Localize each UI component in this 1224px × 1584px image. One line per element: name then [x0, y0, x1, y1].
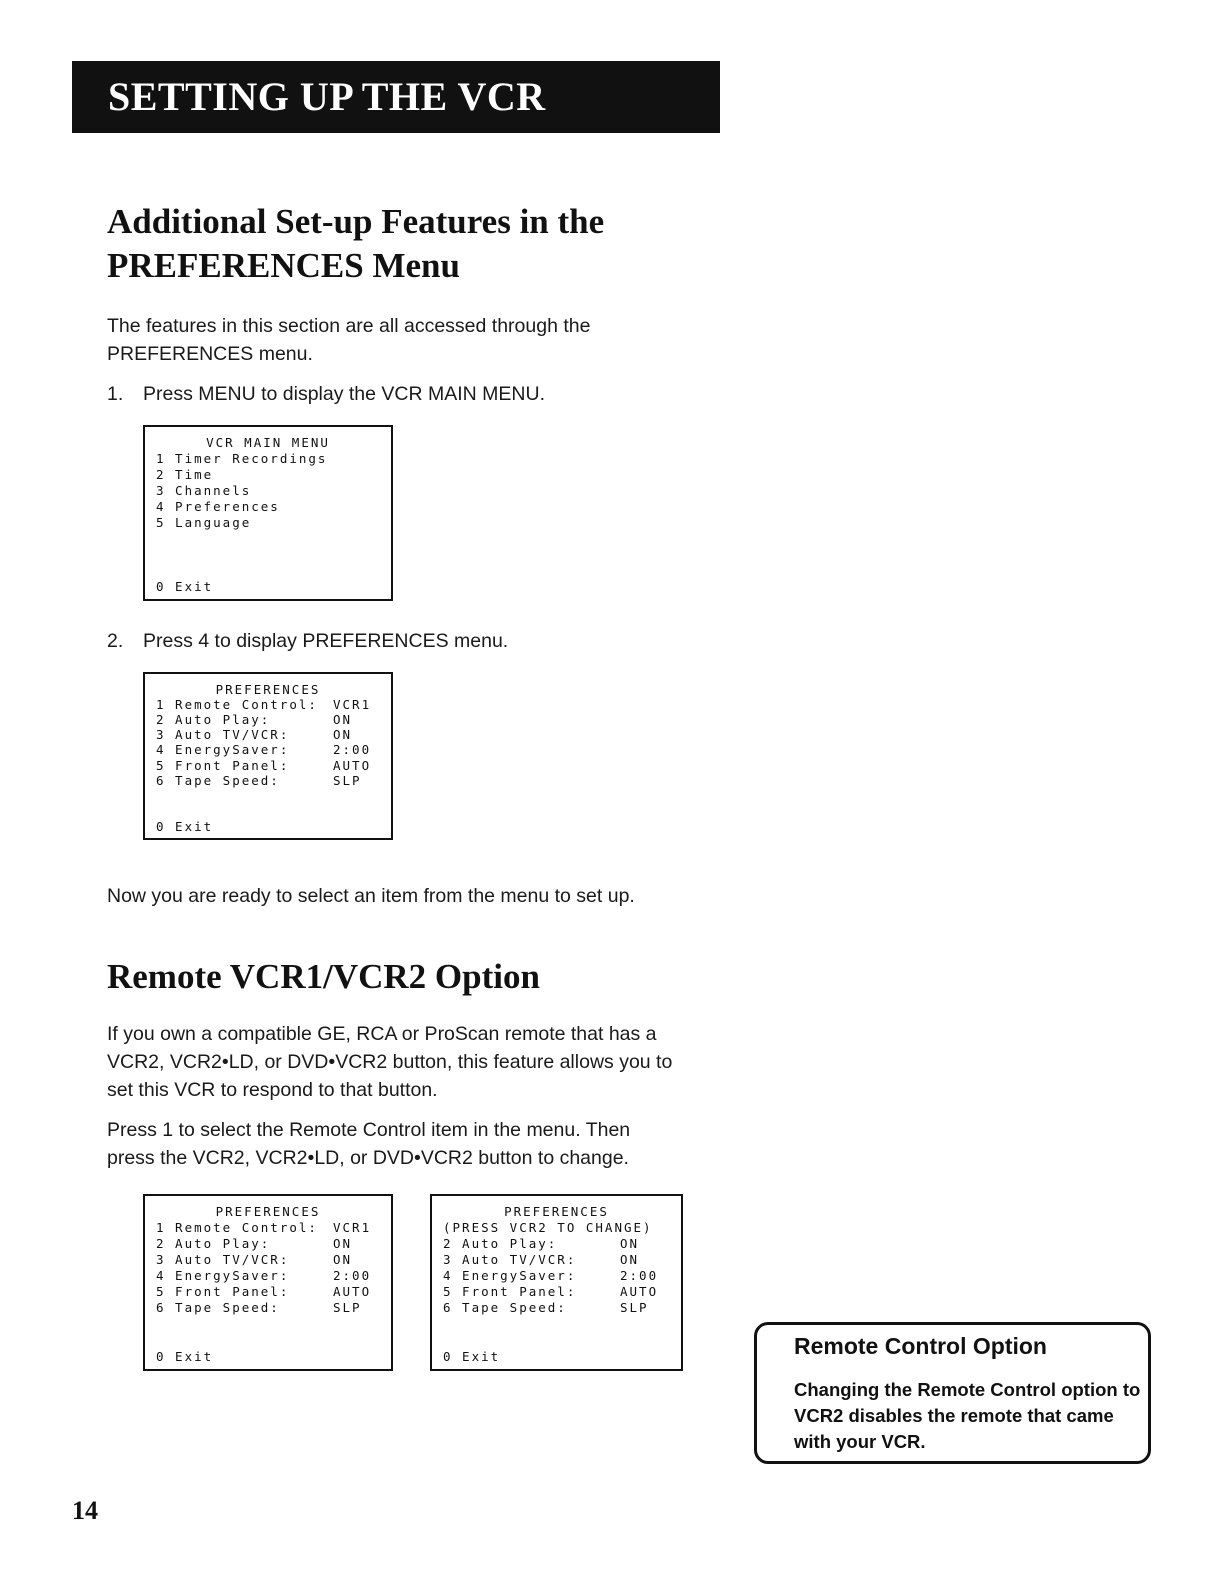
main-menu-exit: 0 Exit [156, 579, 214, 594]
section-header-bar [72, 61, 720, 133]
preferences-title: PREFERENCES [215, 682, 321, 697]
remote-option-paragraph-2 [107, 1116, 630, 1172]
step-2-number: 2. [107, 630, 124, 652]
preferences-item-label: 2 Auto Play: [156, 712, 271, 727]
preferences-item-label: 6 Tape Speed: [156, 773, 280, 788]
preferences-item-value: 2:00 [333, 742, 372, 757]
preferences-item-label: 4 EnergySaver: [156, 742, 290, 757]
preferences-item-value: ON [333, 1236, 353, 1251]
preferences-screen-before [143, 1194, 393, 1371]
section-header-title: SETTING UP THE VCR [108, 74, 546, 119]
preferences-exit: 0 Exit [156, 1349, 214, 1364]
preferences-item-label: 3 Auto TV/VCR: [156, 1252, 290, 1267]
heading-additional-features [107, 200, 604, 288]
preferences-item-value: 2:00 [620, 1268, 659, 1283]
paragraph-2-line-1: Press 1 to select the Remote Control item in the menu. Then [107, 1119, 631, 1141]
preferences-item-label: 2 Auto Play: [156, 1236, 271, 1251]
intro-line-1: The features in this section are all accessed through the [107, 315, 591, 337]
main-menu-item: 1 Timer Recordings [156, 451, 328, 466]
preferences-title: PREFERENCES [215, 1204, 321, 1219]
heading-line-1: Additional Set-up Features in the [107, 202, 605, 241]
note-body: Changing the Remote Control option to VCR2 disables the remote that came with your VCR. [794, 1379, 1141, 1452]
preferences-item-label: 1 Remote Control: [156, 1220, 318, 1235]
heading-line-2: PREFERENCES Menu [107, 246, 460, 285]
preferences-item-label: 6 Tape Speed: [156, 1300, 280, 1315]
paragraph-2-line-2: press the VCR2, VCR2•LD, or DVD•VCR2 button to change. [107, 1147, 629, 1169]
preferences-item-value: AUTO [333, 758, 372, 773]
step-1 [107, 380, 545, 408]
preferences-item-label: 5 Front Panel: [443, 1284, 577, 1299]
vcr-main-menu-screen [143, 425, 393, 601]
preferences-change-prompt: (PRESS VCR2 TO CHANGE) [443, 1220, 653, 1235]
ready-text: Now you are ready to select an item from the menu to set up. [107, 885, 635, 907]
intro-paragraph [107, 312, 590, 368]
preferences-item-label: 4 EnergySaver: [443, 1268, 577, 1283]
main-menu-item: 2 Time [156, 467, 214, 482]
note-title: Remote Control Option [794, 1333, 1047, 1359]
preferences-item-value: VCR1 [333, 697, 372, 712]
preferences-item-value: VCR1 [333, 1220, 372, 1235]
step-1-number: 1. [107, 383, 124, 405]
page-number: 14 [72, 1496, 98, 1525]
preferences-item-value: SLP [333, 773, 362, 788]
remote-control-option-note [754, 1322, 1151, 1464]
preferences-exit: 0 Exit [443, 1349, 501, 1364]
preferences-item-value: SLP [620, 1300, 649, 1315]
preferences-item-value: SLP [333, 1300, 362, 1315]
preferences-exit: 0 Exit [156, 819, 214, 834]
preferences-item-value: AUTO [620, 1284, 659, 1299]
paragraph-1-line-3: set this VCR to respond to that button. [107, 1079, 438, 1101]
preferences-item-label: 3 Auto TV/VCR: [156, 727, 290, 742]
heading-remote-option: Remote VCR1/VCR2 Option [107, 957, 540, 996]
main-menu-item: 4 Preferences [156, 499, 280, 514]
preferences-item-label: 1 Remote Control: [156, 697, 318, 712]
preferences-item-label: 2 Auto Play: [443, 1236, 558, 1251]
preferences-item-label: 5 Front Panel: [156, 1284, 290, 1299]
preferences-item-value: ON [333, 1252, 353, 1267]
preferences-item-label: 3 Auto TV/VCR: [443, 1252, 577, 1267]
step-2 [107, 627, 508, 655]
paragraph-1-line-1: If you own a compatible GE, RCA or ProScan remote that has a [107, 1023, 657, 1045]
main-menu-title: VCR MAIN MENU [206, 435, 330, 450]
step-2-text: Press 4 to display PREFERENCES menu. [143, 630, 509, 652]
preferences-screen [143, 672, 393, 840]
preferences-item-value: ON [333, 727, 353, 742]
preferences-item-value: 2:00 [333, 1268, 372, 1283]
preferences-item-value: ON [333, 712, 353, 727]
main-menu-item: 3 Channels [156, 483, 252, 498]
intro-line-2: PREFERENCES menu. [107, 343, 313, 365]
main-menu-item: 5 Language [156, 515, 252, 530]
preferences-item-label: 4 EnergySaver: [156, 1268, 290, 1283]
remote-option-paragraph-1 [107, 1020, 672, 1104]
preferences-item-label: 6 Tape Speed: [443, 1300, 567, 1315]
preferences-title: PREFERENCES [504, 1204, 609, 1219]
step-1-text: Press MENU to display the VCR MAIN MENU. [143, 383, 546, 405]
preferences-item-value: ON [620, 1252, 640, 1267]
preferences-item-value: AUTO [333, 1284, 372, 1299]
paragraph-1-line-2: VCR2, VCR2•LD, or DVD•VCR2 button, this feature allows you to [107, 1051, 673, 1073]
preferences-item-label: 5 Front Panel: [156, 758, 290, 773]
preferences-item-value: ON [620, 1236, 640, 1251]
preferences-screen-change [430, 1194, 683, 1371]
